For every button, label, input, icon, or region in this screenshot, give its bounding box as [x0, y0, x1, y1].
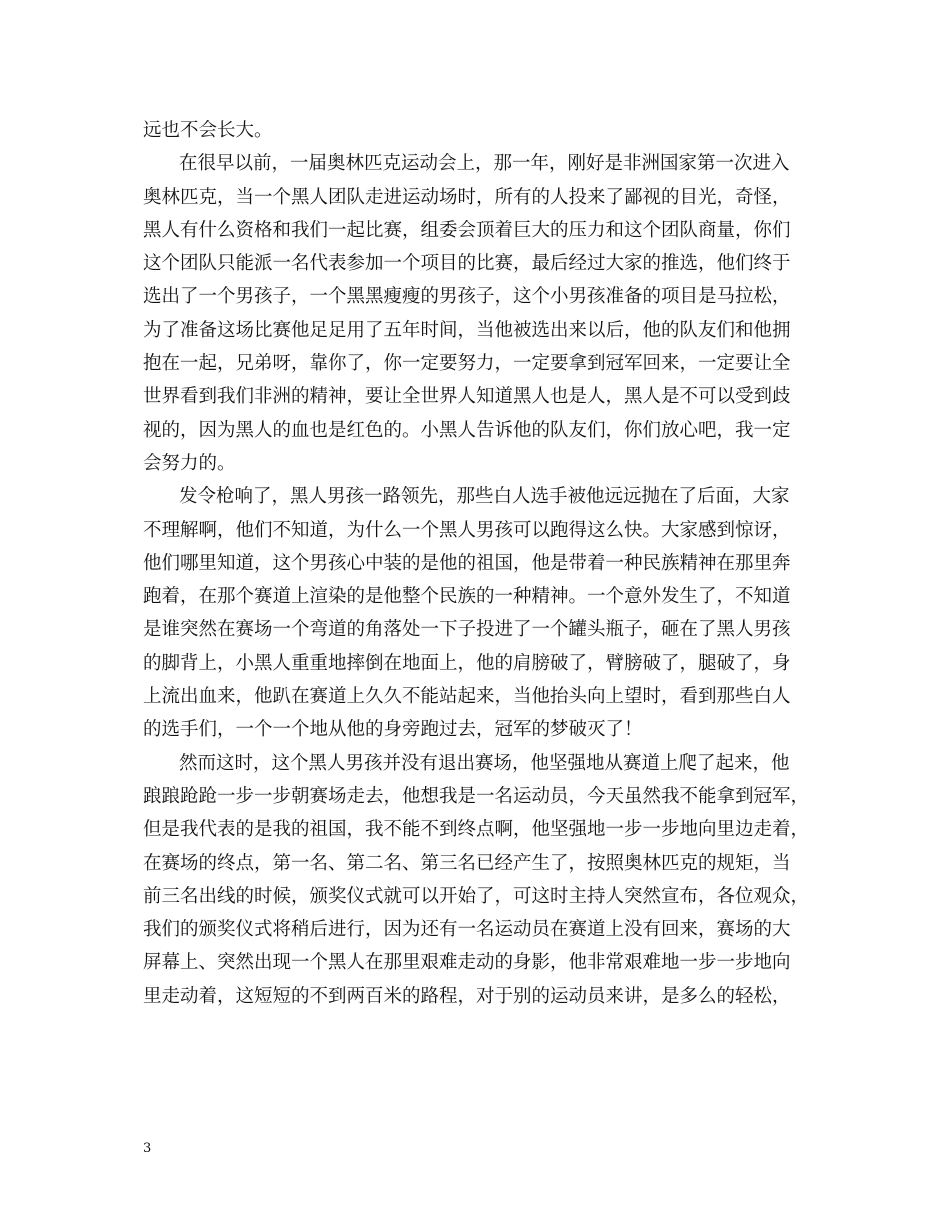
text-line-10: 视的，因为黑人的血也是红色的。小黑人告诉他的队友们，你们放心吧，我一定: [143, 419, 791, 441]
body-text: [143, 114, 819, 1013]
text-line-20: 然而这时，这个黑人男孩并没有退出赛场，他坚强地从赛道上爬了起来，他: [179, 752, 790, 774]
text-line-17: 的脚背上，小黑人重重地摔倒在地面上，他的肩膀破了，臂膀破了，腿破了，身: [143, 652, 791, 674]
text-line-26: 屏幕上、突然出现一个黑人在那里艰难走动的身影，他非常艰难地一步一步地向: [143, 952, 791, 974]
text-line-8: 抱在一起，兄弟呀，靠你了，你一定要努力，一定要拿到冠军回来，一定要让全: [143, 353, 791, 375]
text-line-27: 里走动着，这短短的不到两百米的路程，对于别的运动员来讲，是多么的轻松，: [143, 985, 791, 1007]
text-line-24: 前三名出线的时候，颁奖仪式就可以开始了，可这时主持人突然宣布，各位观众，: [143, 885, 810, 907]
text-line-16: 是谁突然在赛场一个弯道的角落处一下子投进了一个罐头瓶子，砸在了黑人男孩: [143, 619, 791, 641]
text-line-13: 不理解啊，他们不知道，为什么一个黑人男孩可以跑得这么快。大家感到惊讶，: [143, 519, 791, 541]
text-line-25: 我们的颁奖仪式将稍后进行，因为还有一名运动员在赛道上没有回来，赛场的大: [143, 919, 791, 941]
text-line-1: 远也不会长大。: [143, 120, 273, 141]
text-line-7: 为了准备这场比赛他足足用了五年时间，当他被选出来以后，他的队友们和他拥: [143, 319, 791, 341]
text-line-2: 在很早以前，一届奥林匹克运动会上，那一年，刚好是非洲国家第一次进入: [179, 153, 790, 175]
text-line-22: 但是我代表的是我的祖国，我不能不到终点啊，他坚强地一步一步地向里边走着，: [143, 819, 810, 841]
text-line-12: 发令枪响了，黑人男孩一路领先，那些白人选手被他远远抛在了后面，大家: [179, 486, 790, 508]
text-line-5: 这个团队只能派一名代表参加一个项目的比赛，最后经过大家的推选，他们终于: [143, 253, 791, 275]
text-line-11: 会努力的。: [143, 452, 236, 474]
text-line-23: 在赛场的终点，第一名、第二名、第三名已经产生了，按照奥林匹克的规矩，当: [143, 852, 791, 874]
text-line-18: 上流出血来，他趴在赛道上久久不能站起来，当他抬头向上望时，看到那些白人: [143, 686, 791, 708]
text-line-3: 奥林匹克，当一个黑人团队走进运动场时，所有的人投来了鄙视的目光，奇怪，: [143, 186, 791, 208]
text-line-9: 世界看到我们非洲的精神，要让全世界人知道黑人也是人，黑人是不可以受到歧: [143, 386, 791, 408]
page-number: 3: [143, 1141, 152, 1156]
text-line-19: 的选手们，一个一个地从他的身旁跑过去，冠军的梦破灭了！: [143, 719, 643, 741]
text-line-14: 他们哪里知道，这个男孩心中装的是他的祖国，他是带着一种民族精神在那里奔: [143, 552, 791, 574]
text-line-4: 黑人有什么资格和我们一起比赛，组委会顶着巨大的压力和这个团队商量，你们: [143, 219, 791, 241]
text-line-15: 跑着，在那个赛道上渲染的是他整个民族的一种精神。一个意外发生了，不知道: [143, 586, 791, 608]
text-line-6: 选出了一个男孩子，一个黑黑瘦瘦的男孩子，这个小男孩准备的项目是马拉松，: [143, 286, 791, 308]
text-line-21: 踉踉跄跄一步一步朝赛场走去，他想我是一名运动员，今天虽然我不能拿到冠军，: [143, 785, 810, 807]
